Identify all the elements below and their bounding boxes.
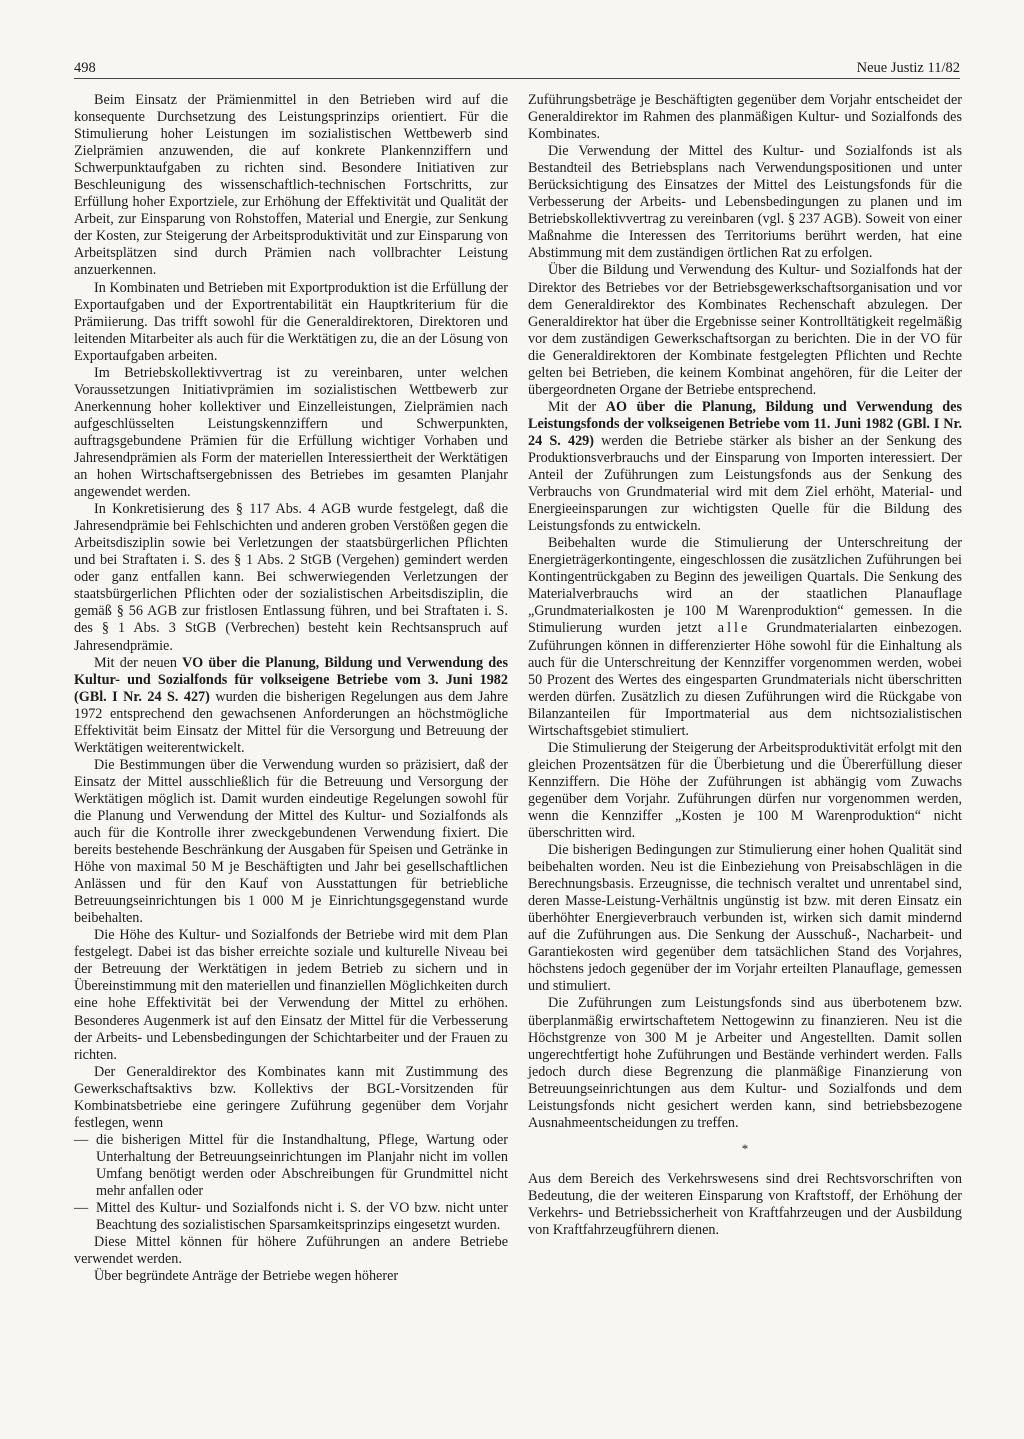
right-column [528, 92, 962, 1239]
page-header [74, 57, 960, 83]
dash-marker: — [74, 1200, 89, 1217]
paragraph: Über die Bildung und Verwendung des Kultur- und Sozialfonds hat der Direktor des Betriebes vor der Betriebsgewerkschaftsorganisation und vor dem Generaldirektor des Kombinates Rechenschaft abzulegen. Der Generaldirektor hat über die Ergebnisse seiner Kontrolltätigkeit regelmäßig vor dem zuständigen Gewerkschaftsorgan zu berichten. Die in der VO für die Generaldirektoren der Kombinate festgelegten Pflichten und Rechte gelten bei Betrieben, die keinem Kombinat angehören, für die Leiter der übergeordneten Organe der Betriebe entsprechend. [528, 262, 962, 398]
emphasized-word: alle [717, 620, 751, 637]
paragraph-lead: Mit der neuen [94, 654, 183, 671]
list-item-text: Mittel des Kultur- und Sozialfonds nicht i. S. der VO bzw. nicht unter Beachtung des sozialistischen Sparsamkeitsprinzips eingesetzt wurden. [96, 1200, 508, 1234]
paragraph: Zuführungsbeträge je Beschäftigten gegenüber dem Vorjahr entscheidet der Generaldirektor im Rahmen des planmäßigen Kultur- und Sozialfonds des Kombinates. [528, 92, 962, 143]
paragraph-vo-kultur-sozialfonds [74, 655, 508, 757]
paragraph: Diese Mittel können für höhere Zuführungen an andere Betriebe verwendet werden. [74, 1234, 508, 1268]
paragraph: Die bisherigen Bedingungen zur Stimulierung einer hohen Qualität sind beibehalten worden. Neu ist die Einbeziehung von Preisabschlägen in die Berechnungsbasis. Erzeugnisse, die technisch veraltet und unrentabel sind, deren Masse-Leistung-Verhältnis ungünstig ist bzw. mit deren Einsatz ein überhöhter Energieverbrauch verbunden ist, wirken sich damit mindernd auf die Zuführungen aus. Die Senkung der Ausschuß-, Nacharbeit- und Garantiekosten wird gegenüber dem tatsächlichen Stand des Vorjahres, höchstens jedoch gegenüber der im Vorjahr erteilten Planauflage, gemessen und stimuliert. [528, 842, 962, 995]
paragraph: Die Stimulierung der Steigerung der Arbeitsproduktivität erfolgt mit den gleichen Prozentsätzen für die Überbietung und die Übererfüllung dieser Kennziffern. Die Höhe der Zuführungen ist abhängig vom Zuwachs gegenüber dem Vorjahr. Zuführungen dürfen nur vorgenommen werden, wenn die Kennziffer „Kosten je 100 M Warenproduktion“ nicht überschritten wird. [528, 739, 962, 842]
left-column [74, 92, 508, 1285]
paragraph-ao-leistungsfonds [528, 399, 962, 535]
paragraph-rest: werden die Betriebe stärker als bisher an der Senkung des Produktionsverbrauchs und der Einsparung von Importen interessiert. Der Anteil der Zuführungen zum Leistungsfonds aus der Senkung des Verbrauchs von Grundmaterial wird mit dem Ziel erhöht, Material- und Energieeinsparungen zur wichtigsten Quelle für die Bildung des Leistungsfonds zu entwickeln. [528, 432, 962, 535]
regulation-title: AO über die Planung, Bildung und Verwendung des Leistungsfonds der volkseigenen Betriebe vom 11. Juni 1982 (GBl. I Nr. 24 S. 429) [528, 398, 962, 449]
paragraph: Aus dem Bereich des Verkehrswesens sind drei Rechtsvorschriften von Bedeutung, die der weiteren Einsparung von Kraftstoff, der Erhöhung der Verkehrs- und Betriebssicherheit von Kraftfahrzeugen und der Ausbildung von Kraftfahrzeugführern dienen. [528, 1170, 962, 1239]
list-item [74, 1200, 508, 1234]
paragraph: Die Zuführungen zum Leistungsfonds sind aus überbotenem bzw. überplanmäßig erwirtschaftetem Nettogewinn zu finanzieren. Neu ist die Höchstgrenze von 300 M je Arbeiter und Angestellten. Damit sollen ungerechtfertigt hohe Zuführungen und Bestände verhindert werden. Falls jedoch durch diese Begrenzung die planmäßige Finanzierung von Betreuungseinrichtungen aus dem Kultur- und Sozialfonds und dem Leistungsfonds nicht gesichert werden kann, sind betriebsbezogene Ausnahmeentscheidungen zu treffen. [528, 995, 962, 1131]
paragraph: In Konkretisierung des § 117 Abs. 4 AGB wurde festgelegt, daß die Jahresendprämie bei Fehlschichten und anderen groben Verstößen gegen die Arbeitsdisziplin sowie bei Verletzungen der staatsbürgerlichen Pflichten und bei Straftaten i. S. des § 1 Abs. 2 StGB (Vergehen) gemindert werden oder ganz entfallen kann. Bei schwerwiegenden Verletzungen der staatsbürgerlichen Pflichten oder der sozialistischen Arbeitsdisziplin, die gemäß § 56 AGB zur fristlosen Entlassung führen, und bei Straftaten i. S. des § 1 Abs. 3 StGB (Verbrechen) besteht kein Rechtsanspruch auf Jahresendprämie. [74, 501, 508, 654]
list-item [74, 1132, 508, 1200]
section-separator: * [741, 1140, 749, 1156]
paragraph [528, 535, 962, 740]
paragraph-rest: wurden die bisherigen Regelungen aus dem Jahre 1972 entsprechend den gewachsenen Anforderungen an höchstmögliche Effektivität beim Einsatz der Mittel für die Versorgung und Betreuung der Werktätigen weiterentwickelt. [74, 688, 508, 756]
dash-marker: — [74, 1131, 89, 1148]
paragraph-lead: Beibehalten wurde die Stimulierung der Unterschreitung der Energieträgerkontingente, eingeschlossen die zusätzlichen Zuführungen bei Kontingentrückgaben zu Beginn des jeweiligen Quartals. Die Senkung des Materialverbrauchs wird an der staatlichen Planauflage „Grundmaterialkosten je 100 M Warenproduktion“ gemessen. In die Stimulierung wurden jetzt [528, 535, 962, 637]
paragraph: In Kombinaten und Betrieben mit Exportproduktion ist die Erfüllung der Exportaufgaben und der Exportrentabilität ein Hauptkriterium für die Prämiierung. Das trifft sowohl für die Generaldirektoren, Direktoren und leitenden Mitarbeiter als auch für die Werktätigen zu, die an der Lösung von Exportaufgaben arbeiten. [74, 279, 508, 364]
page-number: 498 [74, 60, 96, 76]
regulation-title: VO über die Planung, Bildung und Verwendung des Kultur- und Sozialfonds für volkseigene Betriebe vom 3. Juni 1982 (GBl. I Nr. 24 S. 427) [74, 654, 508, 705]
paragraph: Die Höhe des Kultur- und Sozialfonds der Betriebe wird mit dem Plan festgelegt. Dabei ist das bisher erreichte soziale und kulturelle Niveau bei der Betreuung der Werktätigen in jedem Betrieb zu sichern und in Übereinstimmung mit den materiellen und finanziellen Möglichkeiten durch eine hohe Effektivität bei der Verwendung der Mittel zu erhöhen. Besonderes Augenmerk ist auf den Einsatz der Mittel für die Verbesserung der Arbeits- und Lebensbedingungen der Schichtarbeiter und der Frauen zu richten. [74, 927, 508, 1063]
paragraph: Die Bestimmungen über die Verwendung wurden so präzisiert, daß der Einsatz der Mittel ausschließlich für die Betreuung und Versorgung der Werktätigen möglich ist. Damit wurden eindeutige Regelungen sowohl für die Planung und Verwendung der Mittel des Kultur- und Sozialfonds als auch für die Kontrolle ihrer zweckgebundenen Verwendung fixiert. Die bereits bestehende Beschränkung der Ausgaben für Speisen und Getränke in Höhe von maximal 50 M je Beschäftigten und Jahr bei gesellschaftlichen Anlässen und für den Kauf von Ausstattungen für betriebliche Betreuungseinrichtungen bis 1 000 M je Einrichtungsgegenstand wurde beibehalten. [74, 756, 508, 927]
paragraph-rest: Grundmaterialarten einbezogen. Zuführungen können in differenzierter Höhe sowohl für die Einhaltung als auch für die Unterschreitung der Kennziffer vorgenommen werden, wobei 50 Prozent des Wertes des eingesparten Grundmaterials nicht überschritten werden dürfen. Zusätzlich zu diesen Zuführungen wird die Rückgabe von Bilanzanteilen für Importmaterial aus dem nichtsozialistischen Wirtschaftsgebiet stimuliert. [528, 620, 962, 739]
header-rule [74, 78, 960, 79]
paragraph: Über begründete Anträge der Betriebe wegen höherer [94, 1268, 399, 1285]
paragraph: Im Betriebskollektivvertrag ist zu vereinbaren, unter welchen Voraussetzungen Initiativprämien im sozialistischen Wettbewerb zur Anerkennung hoher kollektiver und Einzelleistungen, Zielprämien nach aufgeschlüsselten Leistungskennziffern und Schwerpunkten, auftragsgebundene Prämien für die Erfüllung wichtiger Vorhaben und Jahresendprämien als Form der materiellen Interessiertheit der Werktätigen an hohen Wirtschaftsergebnissen des Betriebes im gesamten Planjahr angewendet werden. [74, 364, 508, 501]
list-item-text: die bisherigen Mittel für die Instandhaltung, Pflege, Wartung oder Unterhaltung der Betreuungseinrichtungen im Planjahr nicht im vollen Umfang benötigt werden oder Abschreibungen für Grundmittel nicht mehr anfallen oder [96, 1131, 508, 1199]
paragraph: Die Verwendung der Mittel des Kultur- und Sozialfonds ist als Bestandteil des Betriebsplans nach Verwendungspositionen und unter Berücksichtigung des Einsatzes der Mittel des Leistungsfonds für die Verbesserung der Arbeits- und Lebensbedingungen zu planen und im Betriebskollektivvertrag zu vereinbaren (vgl. § 237 AGB). Soweit von einer Maßnahme die Interessen des Territoriums berührt werden, hat eine Abstimmung mit dem zuständigen örtlichen Rat zu erfolgen. [528, 143, 962, 262]
journal-issue: Neue Justiz 11/82 [856, 60, 960, 76]
paragraph: Der Generaldirektor des Kombinates kann mit Zustimmung des Gewerkschaftsaktivs bzw. Kollektivs der BGL-Vorsitzenden für Kombinatsbetriebe eine geringere Zuführung gegenüber dem Vorjahr festlegen, wenn [74, 1063, 508, 1131]
paragraph-lead: Mit der [548, 398, 606, 415]
paragraph: Beim Einsatz der Prämienmittel in den Betrieben wird auf die konsequente Durchsetzung des Leistungsprinzips orientiert. Für die Stimulierung hoher Leistungen im sozialistischen Wettbewerb sind Zielprämien anzuwenden, die auf konkrete Plankennziffern und Schwerpunktaufgaben zu richten sind. Besondere Initiativen zur Beschleunigung des wissenschaftlich-technischen Fortschritts, zur Erfüllung hoher Exportziele, zur Erhöhung der Effektivität und Qualität der Arbeit, zur Einsparung von Rohstoffen, Material und Energie, zur Senkung der Kosten, zur Steigerung der Arbeitsproduktivität und zur Einsparung von Arbeitsplätzen sind durch Prämien nach vollbrachter Leistung anzuerkennen. [74, 92, 508, 279]
